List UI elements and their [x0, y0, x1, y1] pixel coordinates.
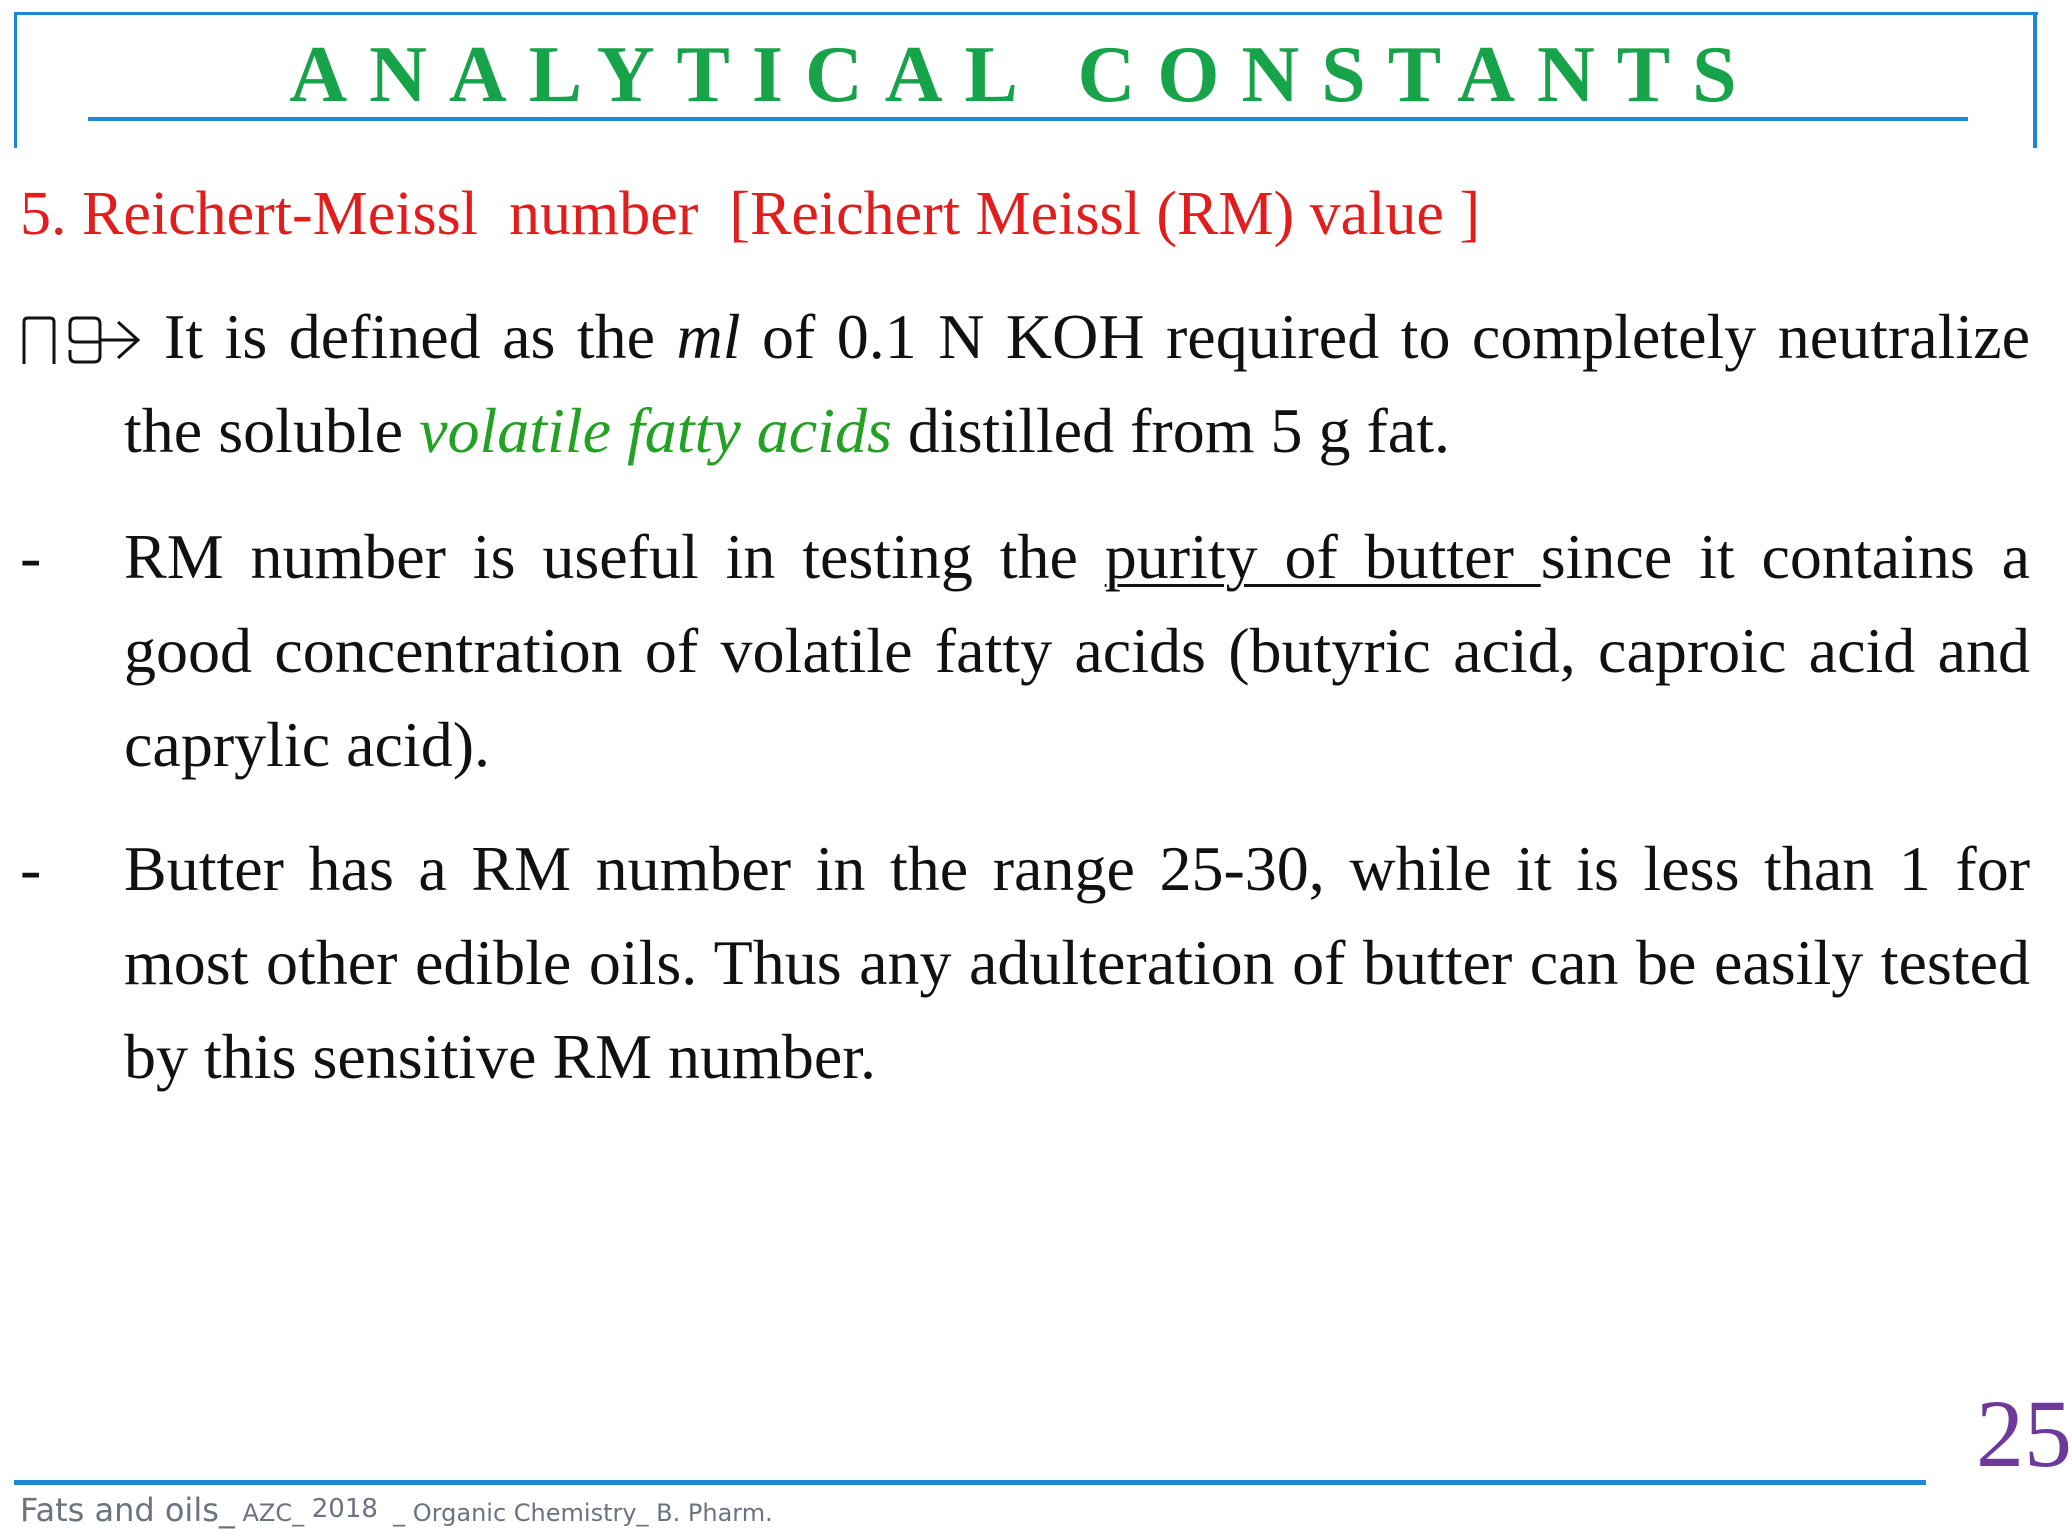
volatile-fatty-acids-term: volatile fatty acids: [419, 395, 892, 466]
footer-topic: Fats and oils_: [20, 1491, 235, 1529]
usefulness-text-2: since it contains a good concentration of volatile fatty acids (butyric acid, caproic acid and caprylic acid).: [124, 521, 2030, 780]
section-heading: 5. Reichert-Meissl number [Reichert Meissl (RM) value ]: [20, 180, 1481, 248]
definition-text-3: distilled from 5 g fat.: [891, 395, 1450, 466]
definition-paragraph: [124, 290, 2030, 478]
ml-term: ml: [676, 301, 741, 372]
title-frame-top: [14, 12, 2038, 15]
purity-of-butter-term: purity of butter: [1104, 521, 1541, 592]
definition-text-1: It is defined as the: [164, 301, 677, 372]
footer-author: AZC_: [234, 1499, 312, 1527]
butter-range-text: Butter has a RM number in the range 25-30, while it is less than 1 for most other edible oils. Thus any adulteration of butter can be easily tested by this sensitive RM number.: [124, 833, 2030, 1092]
footer-text: [20, 1490, 773, 1536]
footer-year: 2018: [311, 1494, 378, 1524]
dash-bullet-2: -: [20, 833, 42, 904]
page-number: 25: [1976, 1380, 2072, 1487]
definition-text-2: of 0.1 N KOH required to completely neutralize the soluble: [124, 301, 2031, 466]
dash-bullet-1: -: [20, 521, 42, 592]
footer-line: [14, 1480, 1926, 1485]
rm-usefulness-paragraph: [124, 510, 2030, 792]
butter-range-paragraph: [124, 822, 2030, 1104]
footer-course: _ Organic Chemistry_ B. Pharm.: [377, 1499, 773, 1527]
slide-title: ANALYTICAL CONSTANTS: [289, 31, 1759, 119]
usefulness-text-1: RM number is useful in testing the: [124, 521, 1105, 592]
